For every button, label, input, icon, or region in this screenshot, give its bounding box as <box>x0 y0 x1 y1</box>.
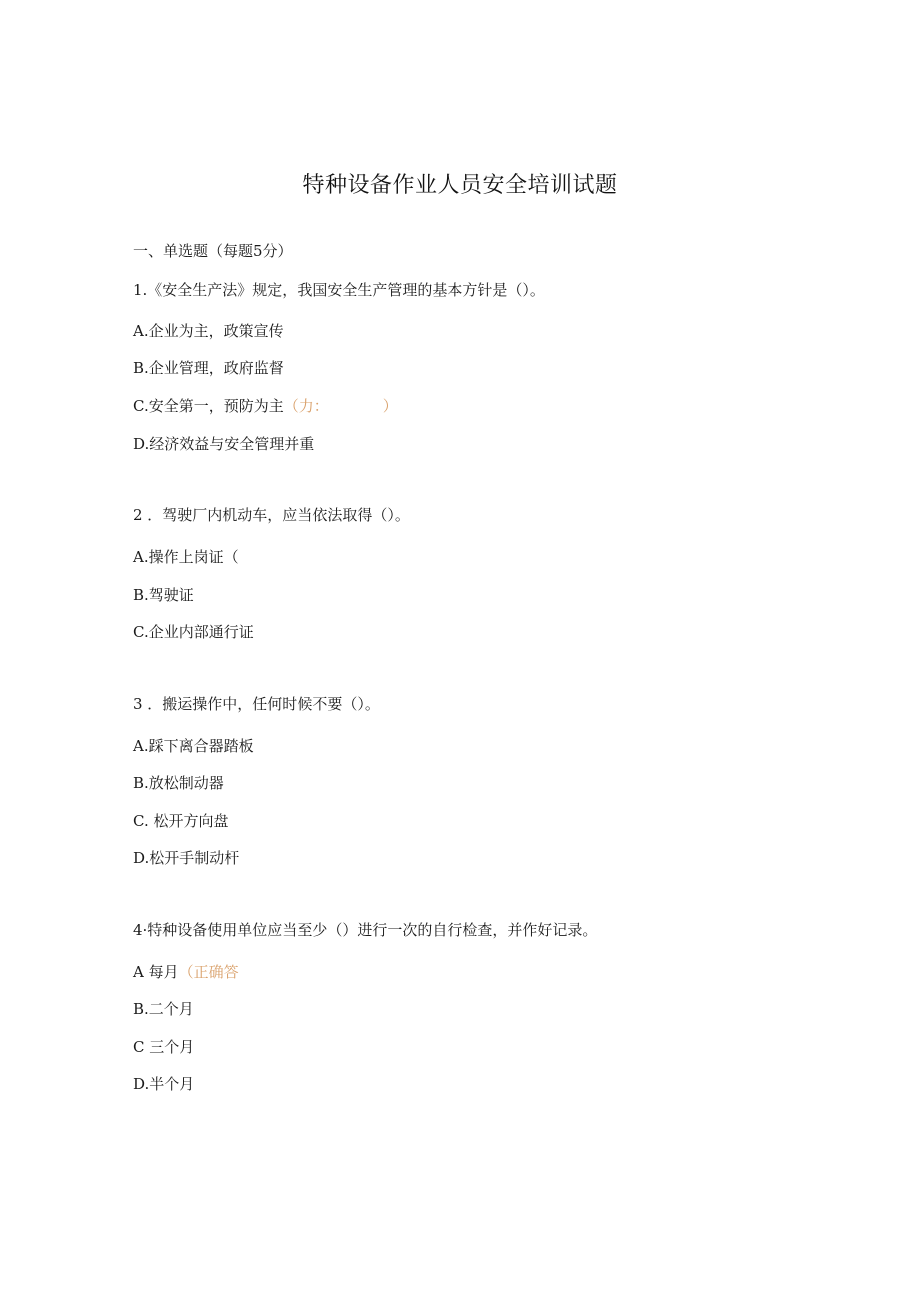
question-3-option-b: B.放松制动器 <box>133 774 224 792</box>
question-1-answer-note-open: （力： <box>283 397 329 415</box>
question-4-stem: 4·特种设备使用单位应当至少（）进行一次的自行检查，并作好记录。 <box>133 921 598 939</box>
question-3-option-a: A.踩下离合器踏板 <box>133 737 254 755</box>
page-title: 特种设备作业人员安全培训试题 <box>302 173 618 198</box>
question-3-stem: 3 ．搬运操作中，任何时候不要（）。 <box>133 695 380 713</box>
question-4-option-a-text: A 每月 <box>133 963 179 981</box>
question-1-option-a: A.企业为主，政策宣传 <box>133 322 284 340</box>
section-heading: 一、单选题（每题5分） <box>133 242 293 260</box>
question-2-option-b: B.驾驶证 <box>133 586 194 604</box>
question-3-option-d: D.松开手制动杆 <box>133 849 240 867</box>
question-4-option-a <box>133 961 239 983</box>
question-1-stem: 1.《安全生产法》规定，我国安全生产管理的基本方针是（）。 <box>133 281 545 299</box>
question-2-option-c: C.企业内部通行证 <box>133 623 254 641</box>
question-2-option-a: A.操作上岗证（ <box>133 548 239 566</box>
question-1-option-c <box>133 395 398 417</box>
question-4-option-b: B.二个月 <box>133 1000 194 1018</box>
question-1-option-b: B.企业管理，政府监督 <box>133 359 284 377</box>
question-1-option-d: D.经济效益与安全管理并重 <box>133 435 315 453</box>
question-4-option-c: C 三个月 <box>133 1038 195 1056</box>
question-3-option-c: C. 松开方向盘 <box>133 812 229 830</box>
question-4-answer-note: （正确答 <box>178 963 239 981</box>
question-2-stem: 2 ．驾驶厂内机动车，应当依法取得（）。 <box>133 506 410 524</box>
question-1-option-c-text: C.安全第一，预防为主 <box>133 397 284 415</box>
question-1-answer-note-close: ） <box>382 397 398 415</box>
question-4-option-d: D.半个月 <box>133 1075 195 1093</box>
